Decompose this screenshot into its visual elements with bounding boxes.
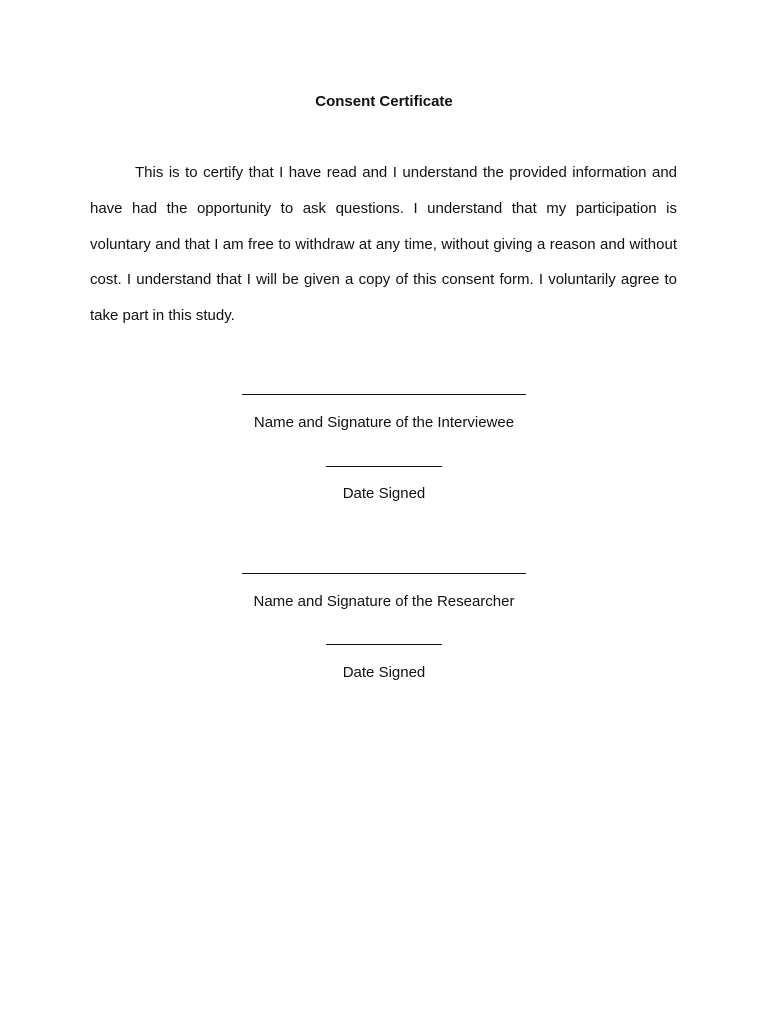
researcher-signature-line: [242, 573, 526, 574]
interviewee-signature-line: [242, 394, 526, 395]
interviewee-date-label: Date Signed: [342, 485, 426, 502]
interviewee-signature-label: Name and Signature of the Interviewee: [253, 414, 515, 431]
researcher-date-line: [326, 644, 442, 645]
interviewee-date-line: [326, 466, 442, 467]
page-title: Consent Certificate: [315, 93, 453, 110]
researcher-date-label: Date Signed: [342, 664, 426, 681]
researcher-signature-label: Name and Signature of the Researcher: [253, 593, 515, 610]
consent-statement: This is to certify that I have read and I understand the provided information and have had the opportunity to ask questions. I understand that my participation is voluntary and that I am free to withdraw at any time, without giving a reason and without cost. I understand that I will be given a copy of this consent form. I voluntarily agree to take part in this study.: [90, 164, 677, 325]
